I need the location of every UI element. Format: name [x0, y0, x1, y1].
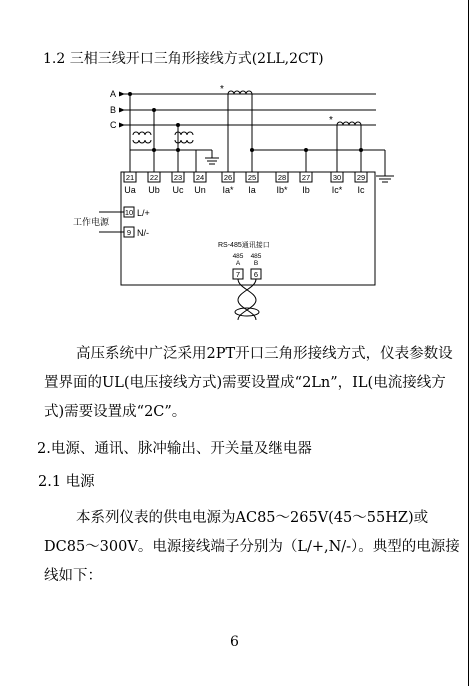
- pt-wiring: [130, 94, 219, 172]
- terminal-24: [194, 172, 206, 195]
- terminal-23: [172, 172, 184, 195]
- page-number: 6: [230, 634, 239, 650]
- comm-terminal-sign: A: [235, 260, 241, 267]
- phase-label-a: A: [110, 89, 117, 99]
- terminal-25: [246, 172, 258, 195]
- power-terminals: [124, 207, 150, 238]
- terminal-name: Ua: [124, 185, 136, 195]
- paragraph-power-supply: 本系列仪表的供电电源为AC85～265V(45～55HZ)或DC85～300V。电源接线端子分别为（L/+,N/-）。典型的电源接线如下：: [44, 510, 460, 584]
- terminal-number: 22: [149, 173, 159, 182]
- terminal-name: Ic: [357, 185, 365, 195]
- terminal-number: 29: [356, 173, 366, 182]
- power-terminal-9: [124, 227, 149, 238]
- terminal-29: [355, 172, 367, 195]
- terminal-22: [148, 172, 160, 195]
- comm-terminals: [233, 253, 262, 279]
- comm-terminal-name: 485: [232, 253, 244, 260]
- power-terminal-10: [124, 207, 150, 218]
- terminal-number: 30: [332, 173, 342, 182]
- terminal-28: [276, 172, 288, 195]
- terminal-name: Uc: [172, 185, 184, 195]
- phase-bus-lines: [119, 94, 376, 125]
- terminal-number: 24: [195, 173, 205, 182]
- paragraph-wiring-mode: 高压系统中广泛采用2PT开口三角形接线方式，仪表参数设置界面的UL(电压接线方式)需要设置成“2Ln”，IL(电流接线方式)需要设置成“2C”。: [44, 346, 453, 420]
- phase-label-c: C: [110, 120, 117, 130]
- terminal-number: 23: [173, 173, 183, 182]
- power-label: 工作电源: [73, 217, 110, 227]
- comm-terminal-number: 7: [235, 270, 241, 279]
- terminal-name: Ib*: [276, 185, 288, 195]
- terminal-number: 21: [125, 173, 135, 182]
- terminal-number: 26: [223, 173, 233, 182]
- wiring-diagram: [0, 0, 473, 330]
- terminal-name: Un: [194, 185, 206, 195]
- comm-terminal-6: [251, 253, 262, 279]
- phase-label-b: B: [110, 105, 117, 115]
- power-terminal-number: 10: [124, 208, 134, 217]
- pt-coils: [133, 132, 193, 143]
- terminal-27: [300, 172, 312, 195]
- terminal-name: Ub: [148, 185, 160, 195]
- terminal-number: 27: [301, 173, 311, 182]
- terminal-30: [331, 172, 343, 195]
- terminal-name: Ic*: [331, 185, 343, 195]
- section-2-1-title: 2.1 电源: [38, 474, 95, 490]
- comm-terminal-7: [233, 253, 244, 279]
- ct-a: [228, 91, 252, 172]
- ct-return: [252, 150, 394, 182]
- terminal-row: [124, 172, 367, 195]
- section-heading: 1.2 三相三线开口三角形接线方式(2LL,2CT): [43, 51, 324, 67]
- terminal-number: 25: [247, 173, 257, 182]
- terminal-21: [124, 172, 136, 195]
- ct-c-star: *: [329, 115, 333, 126]
- power-terminal-name: L/+: [137, 208, 150, 218]
- terminal-number: 28: [277, 173, 287, 182]
- comm-terminal-sign: B: [253, 260, 259, 267]
- ct-a-star: *: [220, 84, 224, 95]
- terminal-26: [222, 172, 234, 195]
- ct-c: [337, 122, 361, 172]
- terminal-name: Ia: [248, 185, 256, 195]
- section-2-title: 2.电源、通讯、脉冲输出、开关量及继电器: [37, 441, 312, 457]
- terminal-name: Ib: [302, 185, 310, 195]
- comm-terminal-number: 6: [253, 270, 259, 279]
- power-terminal-number: 9: [126, 228, 132, 237]
- power-terminal-name: N/-: [137, 228, 149, 238]
- comm-terminal-name: 485: [250, 253, 262, 260]
- terminal-name: Ia*: [222, 185, 234, 195]
- comm-label: RS-485通讯接口: [218, 242, 270, 249]
